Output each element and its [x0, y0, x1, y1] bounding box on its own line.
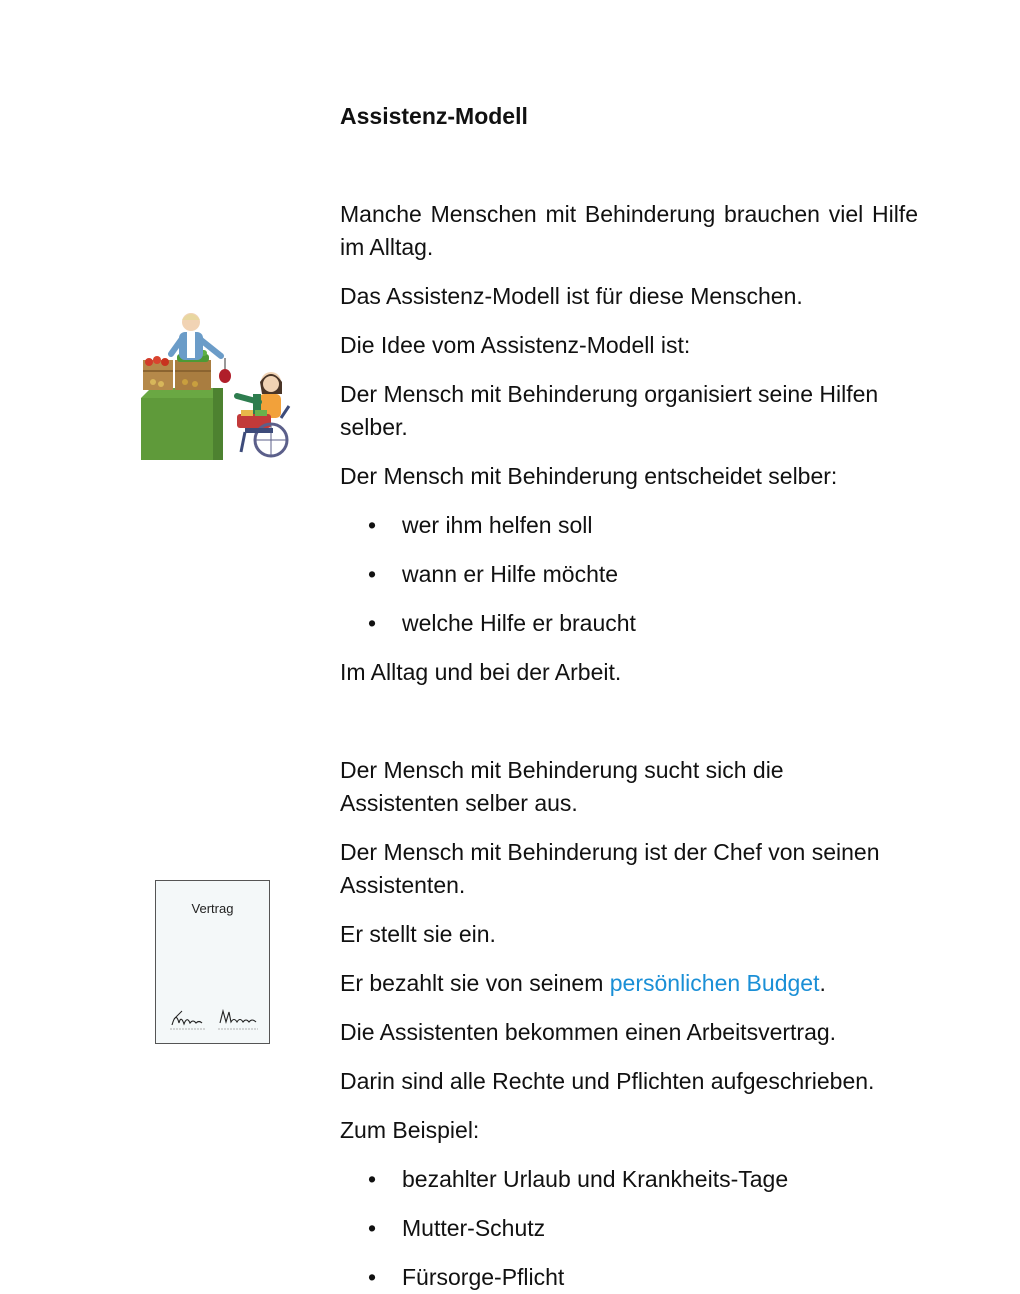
paragraph: Er stellt sie ein.	[340, 921, 496, 947]
bullet-symbol: •	[368, 1166, 377, 1192]
list-item	[368, 607, 636, 640]
list-item	[368, 558, 618, 591]
budget-paragraph	[340, 967, 918, 1000]
list-item-text: wann er Hilfe möchte	[402, 561, 619, 587]
paragraph: Die Assistenten bekommen einen Arbeitsvertrag.	[340, 1019, 837, 1045]
signatures-icon	[168, 1007, 260, 1033]
paragraph: Manche Menschen mit Behinderung brauchen viel Hilfe im Alltag.	[340, 201, 918, 260]
bullet-symbol: •	[368, 1264, 377, 1290]
bullet-symbol: •	[368, 1215, 377, 1241]
list-item-text: welche Hilfe er braucht	[402, 610, 636, 636]
paragraph: Der Mensch mit Behinderung ist der Chef von seinen Assistenten.	[340, 839, 880, 898]
paragraph: Der Mensch mit Behinderung entscheidet selber:	[340, 463, 838, 489]
list-item	[368, 1261, 564, 1294]
paragraph: Der Mensch mit Behinderung organisiert seine Hilfen selber.	[340, 381, 879, 440]
list-item-text: Mutter-Schutz	[402, 1215, 546, 1241]
paragraph: Zum Beispiel:	[340, 1117, 480, 1143]
contract-illustration	[155, 880, 270, 1044]
bullet-symbol: •	[368, 512, 377, 538]
list-item	[368, 1212, 545, 1245]
paragraph: Die Idee vom Assistenz-Modell ist:	[340, 332, 691, 358]
budget-prefix: Er bezahlt sie von seinem	[340, 970, 610, 996]
paragraph: Im Alltag und bei der Arbeit.	[340, 659, 622, 685]
paragraph: Der Mensch mit Behinderung sucht sich die Assistenten selber aus.	[340, 757, 784, 816]
market-wheelchair-illustration	[141, 310, 293, 462]
list-item	[368, 509, 592, 542]
contract-label: Vertrag	[191, 901, 234, 916]
list-item-text: wer ihm helfen soll	[402, 512, 593, 538]
paragraph: Darin sind alle Rechte und Pflichten aufgeschrieben.	[340, 1068, 875, 1094]
page-title: Assistenz-Modell	[340, 103, 528, 129]
budget-suffix: .	[819, 970, 826, 996]
list-item-text: bezahlter Urlaub und Krankheits-Tage	[402, 1166, 789, 1192]
paragraph: Das Assistenz-Modell ist für diese Menschen.	[340, 283, 803, 309]
bullet-symbol: •	[368, 561, 377, 587]
personal-budget-link[interactable]: persönlichen Budget	[609, 970, 820, 996]
list-item	[368, 1163, 788, 1196]
list-item-text: Fürsorge-Pflicht	[402, 1264, 565, 1290]
bullet-symbol: •	[368, 610, 377, 636]
